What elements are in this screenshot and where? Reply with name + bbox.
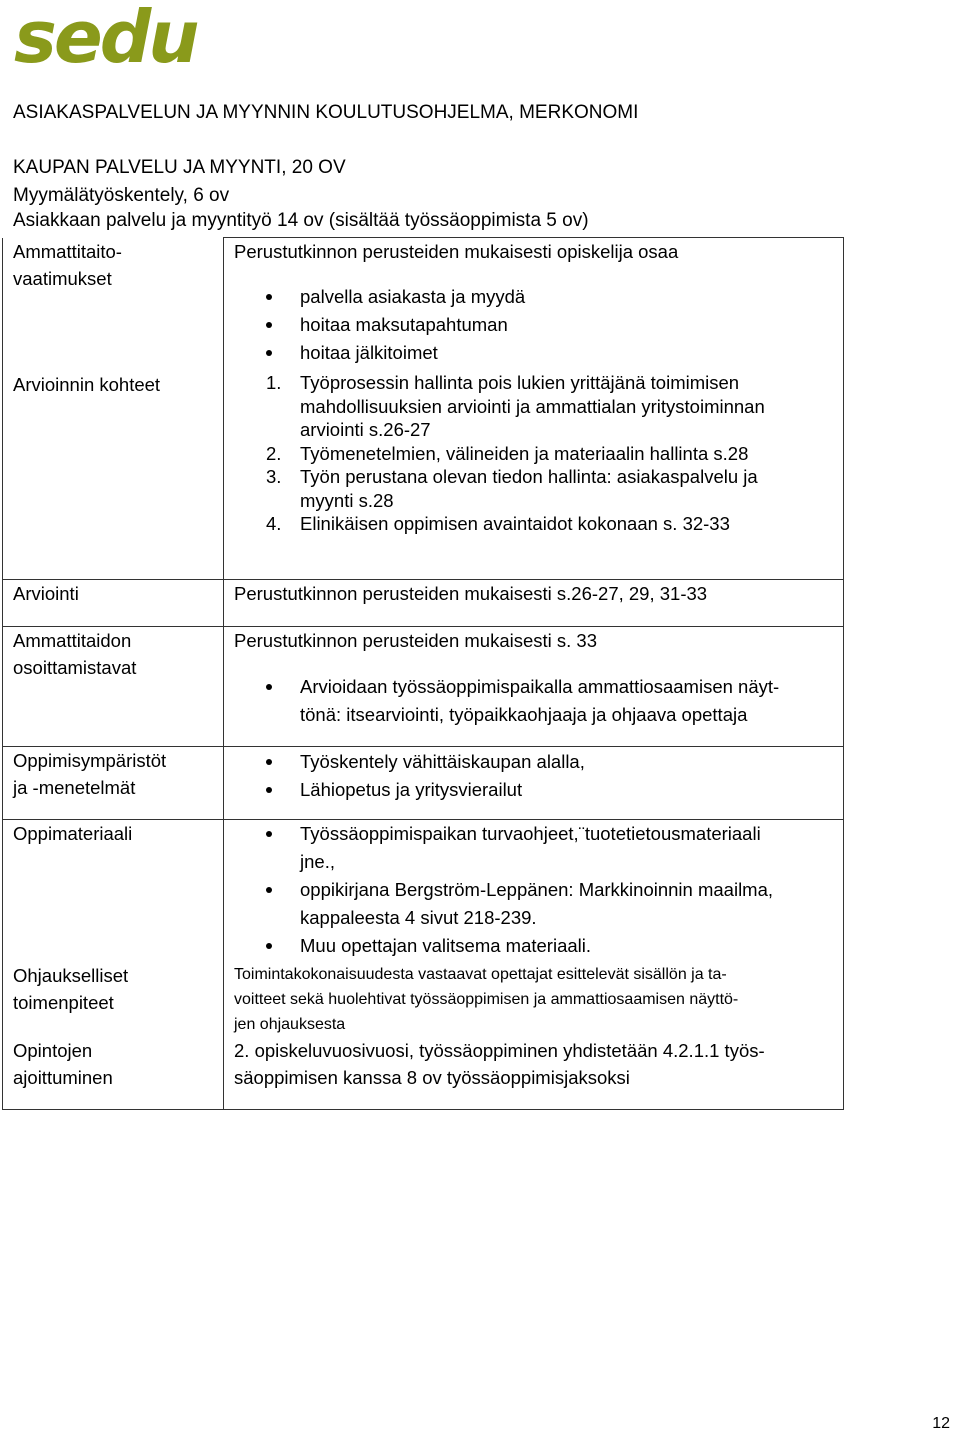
item-line: Työssäoppimispaikan turvaohjeet,¨tuotetietousmateriaali: [300, 822, 761, 844]
table-row-ymparistot: [3, 746, 844, 819]
item-line: Arvioidaan työssäoppimispaikalla ammattiosaamisen näyt-: [300, 675, 780, 697]
label-line: Opintojen: [13, 1039, 93, 1061]
list-item: Työskentely vähittäiskaupan alalla,: [300, 748, 843, 776]
cell-materiaali: [224, 819, 844, 960]
table-row-ajoitus: [3, 1037, 844, 1110]
label-line: ja -menetelmät: [13, 776, 136, 798]
table-row-ammattitaito: [3, 238, 844, 372]
label-ohjaus: [3, 960, 224, 1037]
page-number: 12: [932, 1415, 950, 1432]
item-line: mahdollisuuksien arviointi ja ammattialan yritystoiminnan: [300, 395, 765, 417]
item-line: Työn perustana olevan tiedon hallinta: asiakaspalvelu ja: [300, 466, 758, 487]
list-item: Muu opettajan valitsema materiaali.: [300, 932, 843, 960]
item-line: Työmenetelmien, välineiden ja materiaalin hallinta s.28: [300, 442, 749, 464]
item-line: Elinikäisen oppimisen avaintaidot kokonaan s. 32-33: [300, 513, 730, 534]
item-number: 2.: [266, 442, 282, 464]
cell-intro: Perustutkinnon perusteiden mukaisesti opiskelija osaa: [234, 241, 679, 262]
cell-osoittaminen: [224, 626, 844, 746]
module-title: KAUPAN PALVELU JA MYYNTI, 20 OV: [13, 157, 346, 178]
item-number: 4.: [266, 513, 282, 534]
table-row-ohjaus: [3, 960, 844, 1037]
svg-text:sedu: sedu: [14, 4, 197, 74]
text-line: säoppimisen kanssa 8 ov työssäoppimisjaksoksi: [234, 1066, 630, 1088]
label-line: Ohjaukselliset: [13, 964, 129, 986]
list-item: Lähiopetus ja yritysvierailut: [300, 776, 843, 804]
label-ymparistot: [3, 746, 224, 819]
table-row-arviointi: [3, 579, 844, 626]
label-line: ajoittuminen: [13, 1066, 113, 1088]
cell-arviointi: Perustutkinnon perusteiden mukaisesti s.26-27, 29, 31-33: [224, 579, 844, 626]
label-line: Ammattitaito-: [13, 240, 122, 262]
label-ammattitaito: [3, 238, 224, 372]
list-item: [300, 876, 843, 932]
list-item: [266, 512, 843, 536]
item-line: tönä: itsearviointi, työpaikkaohjaaja ja ohjaava opettaja: [300, 703, 748, 725]
cell-intro: Perustutkinnon perusteiden mukaisesti s. 33: [234, 629, 598, 651]
item-line: kappaleesta 4 sivut 218-239.: [300, 906, 537, 928]
label-line: toimenpiteet: [13, 991, 114, 1013]
item-line: jne.,: [300, 850, 335, 872]
label-line: Ammattitaidon: [13, 629, 132, 651]
cell-ymparistot: [224, 746, 844, 819]
label-arvioinnin-kohteet: Arvioinnin kohteet: [3, 371, 224, 579]
label-line: Oppimisympäristöt: [13, 749, 167, 771]
label-ajoitus: [3, 1037, 224, 1110]
table-row-materiaali: [3, 819, 844, 960]
text-line: jen ohjauksesta: [234, 1015, 346, 1033]
demonstration-list: [234, 673, 843, 729]
table-row-osoittaminen: [3, 626, 844, 746]
item-number: 3.: [266, 466, 282, 487]
table-row-arvioinnin-kohteet: [3, 371, 844, 579]
item-line: Työprosessin hallinta pois lukien yrittäjänä toimimisen: [300, 372, 740, 393]
label-osoittaminen: [3, 626, 224, 746]
environments-list: [234, 748, 843, 804]
label-materiaali: Oppimateriaali: [3, 819, 224, 960]
item-line: myynti s.28: [300, 489, 394, 511]
list-item: [266, 371, 843, 442]
list-item: [266, 465, 843, 512]
sedu-logo-graphic: [14, 4, 204, 74]
module-line-2: Asiakkaan palvelu ja myyntityö 14 ov (sisältää työssäoppimista 5 ov): [13, 210, 589, 231]
item-number: 1.: [266, 372, 282, 393]
module-line-1: Myymälätyöskentely, 6 ov: [13, 185, 230, 206]
list-item: [266, 442, 843, 466]
item-line: oppikirjana Bergström-Leppänen: Markkinoinnin maailma,: [300, 878, 774, 900]
sedu-logo: [14, 4, 204, 74]
cell-ammattitaito: [224, 238, 844, 372]
text-line: 2. opiskeluvuosivuosi, työssäoppiminen yhdistetään 4.2.1.1 työs-: [234, 1039, 765, 1061]
label-arviointi: Arviointi: [3, 579, 224, 626]
cell-ohjaus: [224, 960, 844, 1037]
assessment-list: [234, 371, 843, 536]
label-line: osoittamistavat: [13, 656, 137, 678]
materials-list: [234, 820, 843, 960]
skills-list: [234, 283, 843, 367]
item-line: arviointi s.26-27: [300, 419, 431, 440]
list-item: palvella asiakasta ja myydä: [300, 283, 843, 311]
list-item: hoitaa maksutapahtuman: [300, 311, 843, 339]
text-line: Toimintakokonaisuudesta vastaavat opettajat esittelevät sisällön ja ta-: [234, 965, 727, 983]
list-item: [300, 673, 843, 729]
program-title: ASIAKASPALVELUN JA MYYNNIN KOULUTUSOHJELMA, MERKONOMI: [13, 102, 639, 123]
cell-arvioinnin-kohteet: [224, 371, 844, 579]
label-line: vaatimukset: [13, 267, 112, 289]
cell-ajoitus: [224, 1037, 844, 1110]
curriculum-table: [2, 237, 844, 1110]
list-item: [300, 820, 843, 876]
list-item: hoitaa jälkitoimet: [300, 339, 843, 367]
text-line: voitteet sekä huolehtivat työssäoppimisen ja ammattiosaamisen näyttö-: [234, 990, 739, 1008]
